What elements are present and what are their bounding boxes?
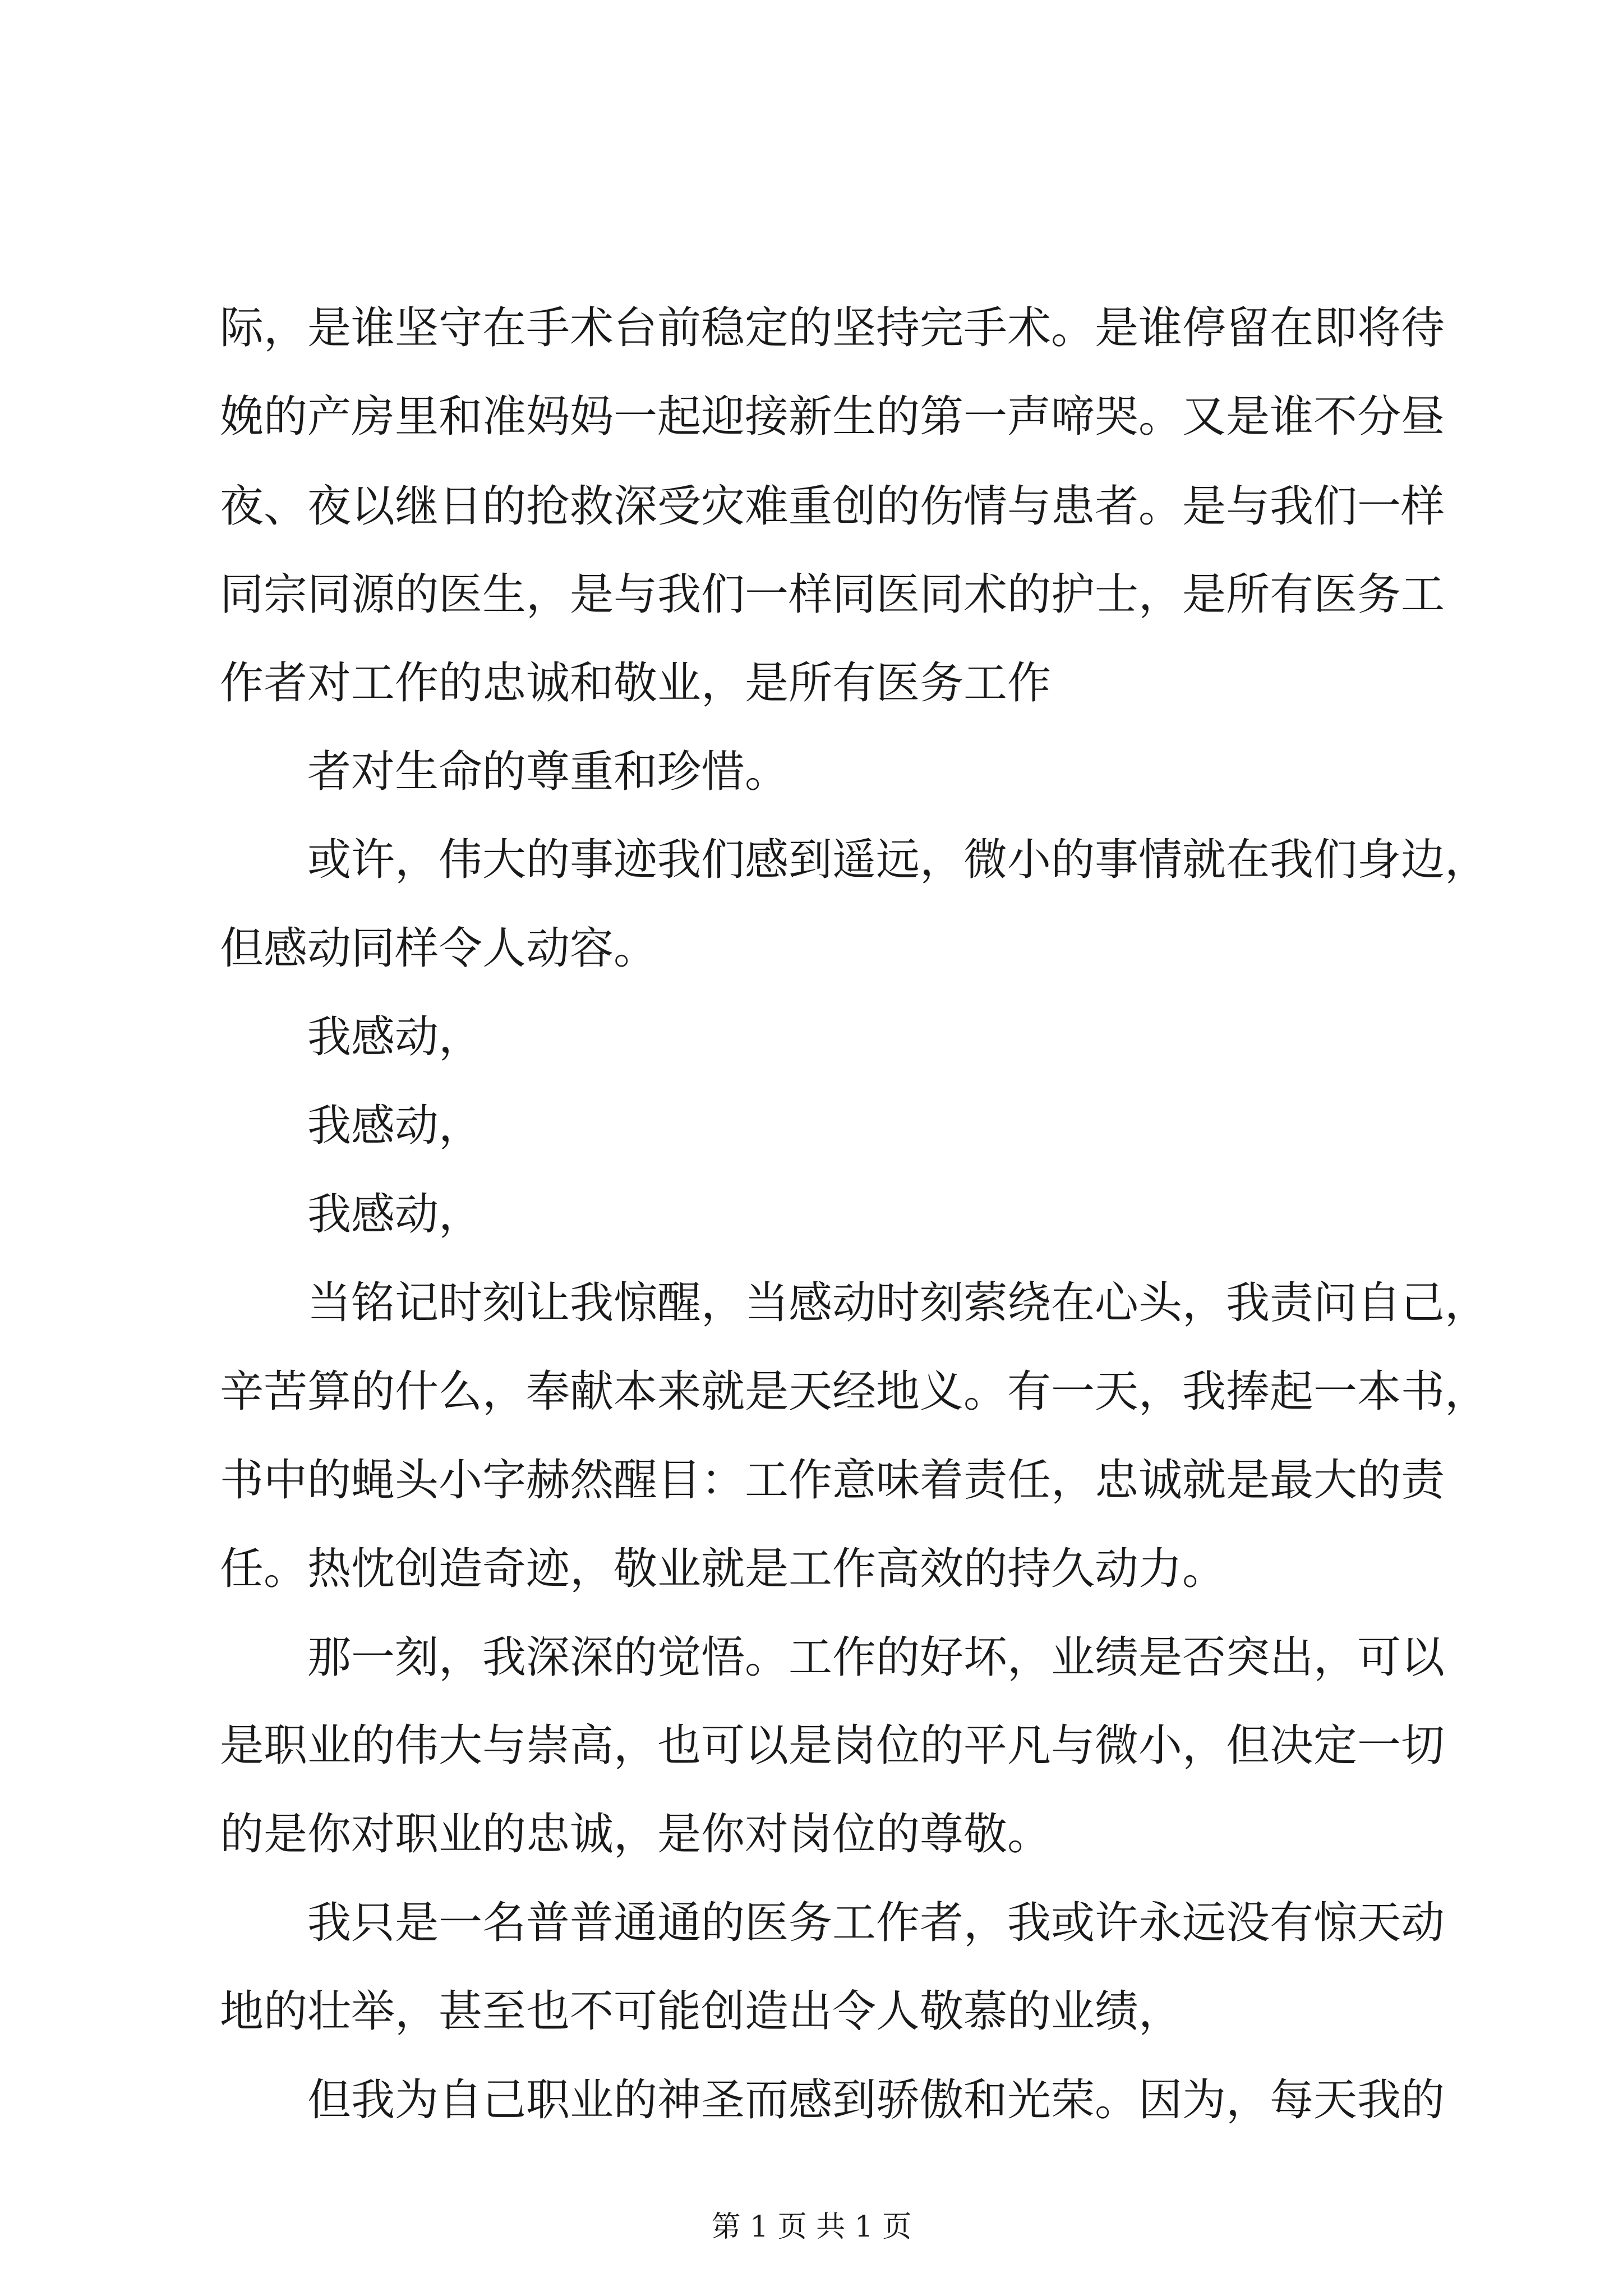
text-line: 作者对工作的忠诚和敬业，是所有医务工作 (220, 658, 1052, 708)
text-line: 那一刻，我深深的觉悟。工作的好坏，业绩是否突出，可以 (307, 1632, 1445, 1683)
text-line: 或许，伟大的事迹我们感到遥远，微小的事情就在我们身边， (307, 835, 1489, 885)
text-line: 辛苦算的什么，奉献本来就是天经地义。有一天，我捧起一本书， (220, 1366, 1489, 1417)
text-line: 者对生命的尊重和珍惜。 (307, 747, 789, 797)
text-line: 地的壮举，甚至也不可能创造出令人敬慕的业绩， (220, 1986, 1183, 2037)
text-line: 我感动， (307, 1189, 483, 1240)
text-line: 是职业的伟大与崇高，也可以是岗位的平凡与微小，但决定一切 (220, 1720, 1445, 1771)
text-line: 我只是一名普普通通的医务工作者，我或许永远没有惊天动 (307, 1898, 1445, 1948)
text-line: 同宗同源的医生，是与我们一样同医同术的护士，是所有医务工 (220, 569, 1445, 620)
text-line: 任。热忱创造奇迹，敬业就是工作高效的持久动力。 (220, 1544, 1227, 1594)
text-line: 的是你对职业的忠诚，是你对岗位的尊敬。 (220, 1809, 1052, 1860)
text-line: 我感动， (307, 1101, 483, 1151)
text-line: 我感动， (307, 1012, 483, 1062)
text-line: 娩的产房里和准妈妈一起迎接新生的第一声啼哭。又是谁不分昼 (220, 392, 1445, 442)
text-line: 书中的蝇头小字赫然醒目：工作意味着责任，忠诚就是最大的责 (220, 1455, 1445, 1506)
text-line: 际，是谁坚守在手术台前稳定的坚持完手术。是谁停留在即将待 (220, 303, 1445, 353)
text-line: 当铭记时刻让我惊醒，当感动时刻萦绕在心头，我责问自己， (307, 1278, 1489, 1328)
text-line: 但感动同样令人动容。 (220, 923, 658, 974)
text-line: 夜、夜以继日的抢救深受灾难重创的伤情与患者。是与我们一样 (220, 481, 1445, 532)
text-line: 但我为自己职业的神圣而感到骄傲和光荣。因为，每天我的 (307, 2075, 1445, 2125)
page-number-footer: 第 1 页 共 1 页 (711, 2210, 912, 2244)
